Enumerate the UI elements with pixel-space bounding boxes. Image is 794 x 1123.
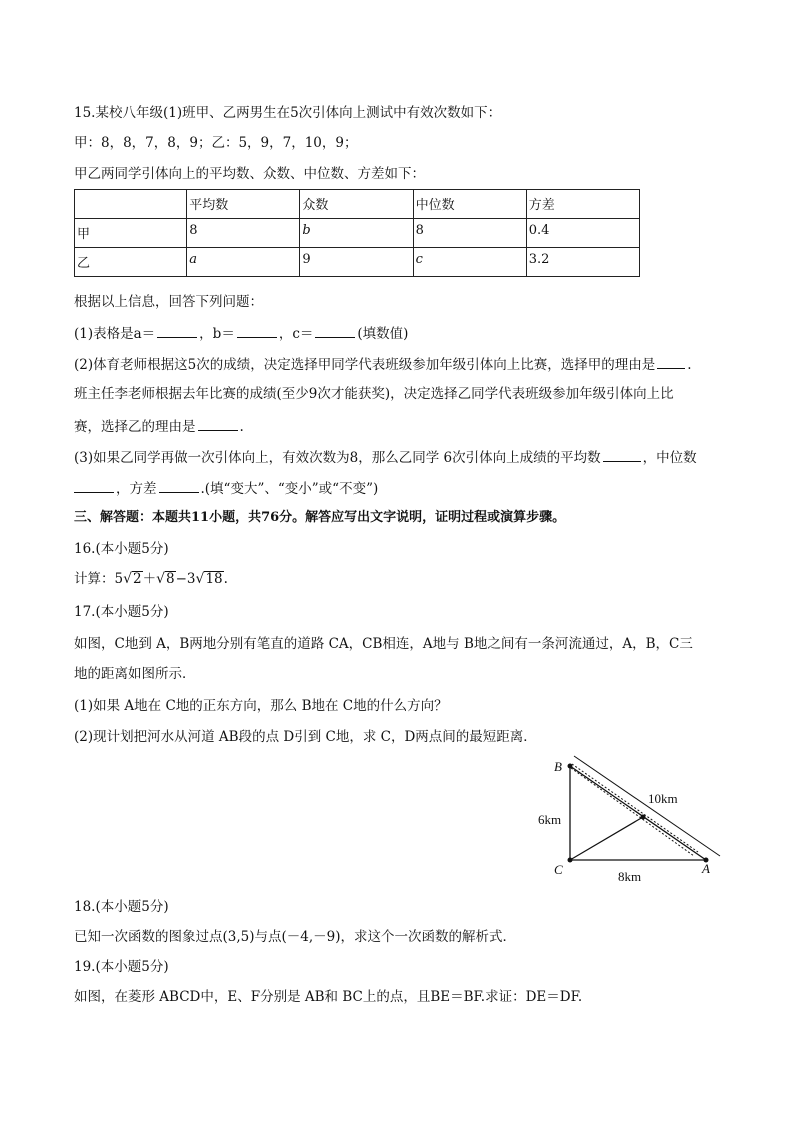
table-cell: 3.2 — [526, 248, 639, 277]
q15-data-line: 甲：8，8，7，8，9；乙：5，9，7，10，9； — [74, 135, 358, 151]
operator: −3 — [175, 571, 196, 587]
answer-blank-c — [315, 323, 355, 338]
text: 计算： — [74, 571, 115, 587]
text: (填数值) — [357, 326, 409, 342]
radicand: 18 — [205, 571, 223, 587]
q15-part2-line1 — [74, 354, 692, 374]
q15-part3-line2 — [74, 478, 378, 498]
q17-line1: 如图，C地到 A，B两地分别有笔直的道路 CA，CB相连，A地与 B地之间有一条河流通过，A，B，C三 — [74, 636, 693, 652]
segment-cd — [570, 817, 643, 860]
river-current-line — [572, 764, 698, 852]
table-header-row — [75, 190, 640, 219]
river-bank-upper — [574, 756, 720, 856]
radical-sign: √ — [195, 571, 205, 587]
label-b: B — [554, 759, 562, 774]
segment-ab — [570, 766, 706, 860]
text: . — [223, 571, 228, 587]
text: ，中位数 — [642, 450, 697, 466]
radicand: 8 — [166, 571, 175, 587]
q15-part1 — [74, 323, 408, 343]
point-c — [568, 858, 573, 863]
label-a: A — [702, 861, 710, 876]
q15-part2-line3 — [74, 416, 244, 436]
river-current-line — [571, 768, 694, 856]
answer-blank — [198, 416, 238, 431]
answer-blank — [159, 478, 199, 493]
label-bc-length: 6km — [538, 812, 562, 827]
table-row — [75, 219, 640, 248]
text: ，b＝ — [199, 326, 235, 342]
q15-part2-line2: 班主任李老师根据去年比赛的成绩(至少9次才能获奖)，决定选择乙同学代表班级参加年级引体向上比 — [74, 386, 674, 402]
table-cell: c — [413, 248, 526, 277]
table-cell: 0.4 — [526, 219, 639, 248]
table-header-variance: 方差 — [526, 190, 639, 219]
q17-label: 17.(本小题5分) — [74, 604, 169, 620]
q17-line2: 地的距离如图所示． — [74, 666, 196, 682]
q15-prompt: 根据以上信息，回答下列问题： — [74, 294, 263, 310]
q15-intro: 甲乙两同学引体向上的平均数、众数、中位数、方差如下： — [74, 166, 425, 182]
table-cell: b — [300, 219, 413, 248]
label-c: C — [554, 862, 563, 877]
answer-blank-b — [237, 323, 277, 338]
q15-title: 15.某校八年级(1)班甲、乙两男生在5次引体向上测试中有效次数如下： — [74, 105, 502, 121]
label-ab-length: 10km — [648, 791, 678, 806]
section-heading: 三、解答题：本题共11小题，共76分。解答应写出文字说明，证明过程或演算步骤。 — [74, 510, 566, 525]
table-cell: 8 — [187, 219, 300, 248]
table-header-mode: 众数 — [300, 190, 413, 219]
operator: ＋ — [142, 571, 157, 587]
q18-text: 已知一次函数的图象过点(3,5)与点(－4,－9)，求这个一次函数的解析式． — [74, 929, 517, 945]
radical-sign: √ — [123, 571, 133, 587]
q19-label: 19.(本小题5分) — [74, 959, 169, 975]
radical-sign: √ — [156, 571, 166, 587]
answer-blank — [603, 447, 641, 462]
table-cell: 9 — [300, 248, 413, 277]
text: ，方差 — [116, 481, 157, 497]
q15-part3-line1 — [74, 447, 697, 467]
answer-blank-a — [157, 323, 197, 338]
text: . — [239, 419, 244, 435]
table-header-median: 中位数 — [413, 190, 526, 219]
q16-label: 16.(本小题5分) — [74, 541, 169, 557]
text: (2)体育老师根据这5次的成绩，决定选择甲同学代表班级参加年级引体向上比赛，选择甲的理由是 — [74, 357, 656, 373]
table-cell: 乙 — [75, 248, 187, 277]
table-cell — [75, 190, 187, 219]
q16-expression — [74, 570, 228, 588]
q18-label: 18.(本小题5分) — [74, 899, 169, 915]
stats-table — [74, 189, 640, 277]
q19-text: 如图，在菱形 ABCD中，E、F分别是 AB和 BC上的点，且BE＝BF.求证：DE＝DF. — [74, 989, 583, 1005]
answer-blank — [74, 478, 114, 493]
label-ca-length: 8km — [618, 869, 642, 882]
table-cell: 8 — [413, 219, 526, 248]
text: (3)如果乙同学再做一次引体向上，有效次数为8，那么乙同学 6次引体向上成绩的平均数 — [74, 450, 601, 466]
point-d — [641, 815, 646, 820]
table-row — [75, 248, 640, 277]
point-b — [568, 764, 573, 769]
q17-part2: (2)现计划把河水从河道 AB段的点 D引到 C地，求 C，D两点间的最短距离． — [74, 729, 537, 745]
triangle-river-diagram — [530, 752, 730, 882]
text: (1)表格是a＝ — [74, 326, 156, 342]
table-cell: 甲 — [75, 219, 187, 248]
text: 赛，选择乙的理由是 — [74, 419, 196, 435]
coefficient: 5 — [114, 571, 124, 587]
table-cell: a — [187, 248, 300, 277]
text: . — [687, 357, 692, 373]
text: ，c＝ — [278, 326, 314, 342]
q17-part1: (1)如果 A地在 C地的正东方向，那么 B地在 C地的什么方向？ — [74, 698, 448, 714]
answer-blank — [657, 354, 685, 369]
text: .(填“变大”、“变小”或“不变”) — [200, 481, 379, 497]
radicand: 2 — [133, 571, 142, 587]
table-header-mean: 平均数 — [187, 190, 300, 219]
